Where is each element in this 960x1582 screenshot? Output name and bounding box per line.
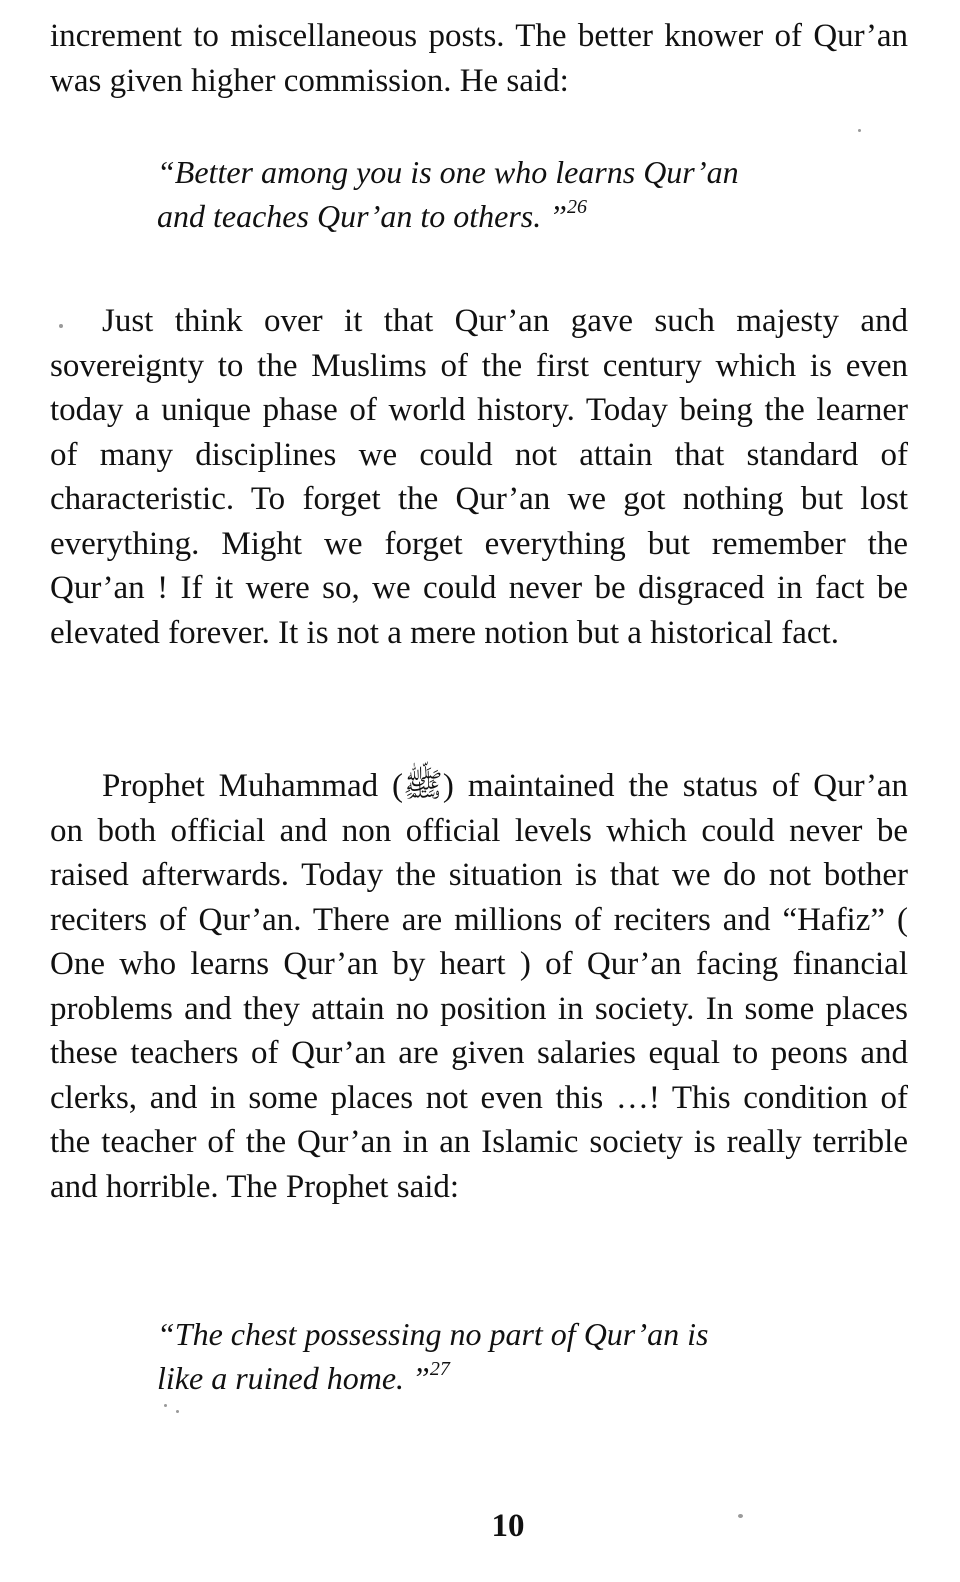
quote-line-end — [157, 1356, 857, 1400]
scan-speck — [858, 129, 861, 132]
scan-speck — [176, 1410, 179, 1413]
quote-line: “The chest possessing no part of Qur’an is — [157, 1316, 709, 1352]
quote-line-end — [157, 194, 857, 238]
scan-speck — [164, 1404, 167, 1407]
footnote-marker: 26 — [567, 196, 588, 218]
scan-speck — [738, 1514, 743, 1518]
quote-line-text: and teaches Qur’an to others. ” — [157, 198, 568, 234]
paragraph-intro: increment to miscellaneous posts. The better knower of Qur’an was given higher commission. He said: — [50, 18, 908, 99]
quote-line: “Better among you is one who learns Qur’an — [157, 154, 739, 190]
paragraph-prophet-status: Prophet Muhammad (ﷺ) maintained the status of Qur’an on both official and non official levels which could never be raised afterwards. Today the situation is that we do not bother reciters of Qur’an. There are millions of reciters and “Hafiz” ( One who learns Qur’an by heart ) of Qur’an facing financial problems and they attain no position in society. In some places these teachers of Qur’an are given salaries equal to peons and clerks, and in some places not even this …! This condition of the teacher of the Qur’an in an Islamic society is really terrible and horrible. The Prophet said: — [50, 768, 908, 1205]
quote-better-among-you — [157, 150, 857, 238]
paragraph-majesty: Just think over it that Qur’an gave such majesty and sovereignty to the Muslims of the first century which is even today a unique phase of world history. Today being the learner of many disciplines we could not attain that standard of characteristic. To forget the Qur’an we got nothing but lost everything. Might we forget everything but remember the Qur’an ! If it were so, we could never be disgraced in fact be elevated forever. It is not a mere notion but a historical fact. — [50, 303, 908, 651]
quote-line-text: like a ruined home. ” — [157, 1360, 430, 1396]
scan-speck — [59, 324, 63, 328]
quote-chest-possessing — [157, 1312, 857, 1400]
page-number: 10 — [491, 1508, 525, 1544]
footnote-marker: 27 — [429, 1358, 450, 1380]
